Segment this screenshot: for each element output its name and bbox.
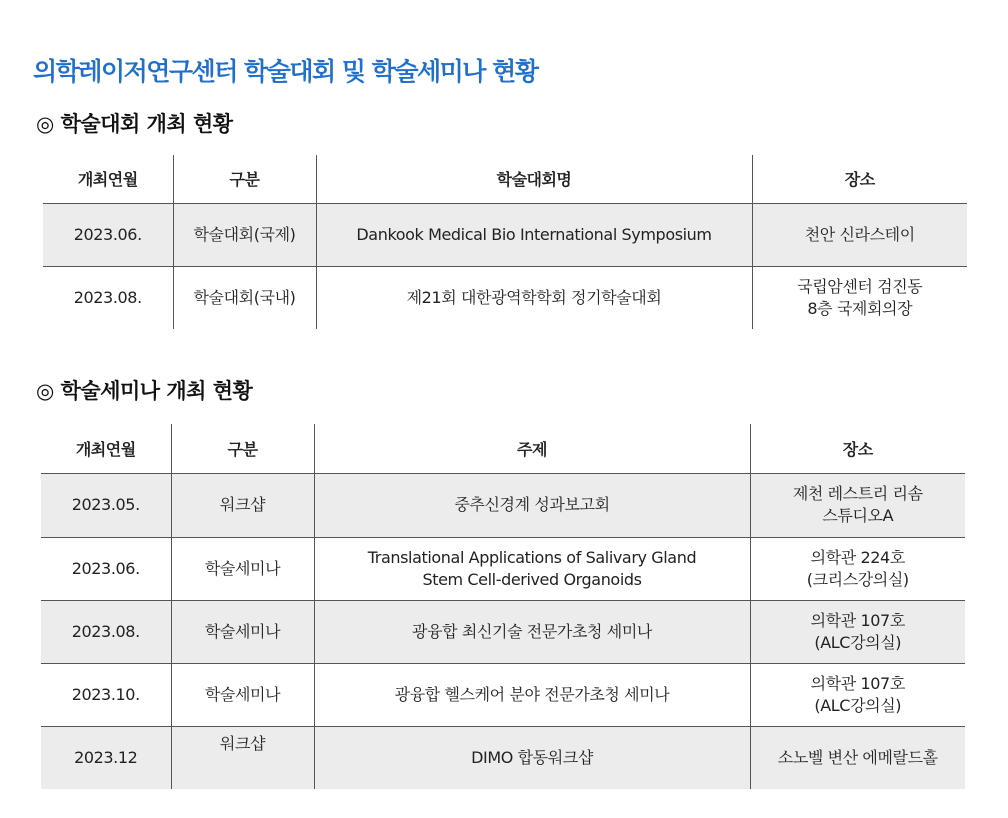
cell-date: 2023.06. bbox=[41, 537, 171, 600]
table-row bbox=[41, 663, 965, 726]
seminar-section-title: ◎ 학술세미나 개최 현황 bbox=[36, 379, 253, 403]
table-row bbox=[41, 473, 965, 537]
topic-line: Translational Applications of Salivary Gland bbox=[367, 547, 697, 567]
cell-date: 2023.06. bbox=[43, 203, 173, 266]
conference-table bbox=[43, 155, 967, 329]
venue-line: 의학관 107호 bbox=[810, 673, 905, 693]
cell-venue bbox=[750, 600, 965, 663]
conference-header-row bbox=[43, 155, 967, 203]
table-row bbox=[41, 537, 965, 600]
seminar-table bbox=[41, 424, 965, 789]
cell-category: 워크샵 bbox=[171, 726, 314, 789]
cell-category: 학술세미나 bbox=[171, 600, 314, 663]
venue-line: (ALC강의실) bbox=[814, 695, 902, 715]
venue-line: 제천 레스트리 리솜 bbox=[792, 484, 923, 503]
table-row bbox=[43, 203, 967, 266]
venue-line: 의학관 224호 bbox=[810, 547, 905, 567]
table-row bbox=[43, 266, 967, 329]
topic-line: 광융합 헬스케어 분야 전문가초청 세미나 bbox=[394, 684, 670, 704]
cell-name: Dankook Medical Bio International Symposium bbox=[316, 203, 752, 266]
conference-section-title: ◎ 학술대회 개최 현황 bbox=[36, 112, 233, 136]
cell-venue bbox=[750, 473, 965, 537]
topic-line: 중추신경계 성과보고회 bbox=[454, 495, 610, 514]
page-title: 의학레이저연구센터 학술대회 및 학술세미나 현황 bbox=[33, 57, 538, 86]
header-category: 구분 bbox=[171, 424, 314, 473]
venue-line: (크리스강의실) bbox=[806, 569, 909, 589]
cell-topic bbox=[314, 600, 750, 663]
header-date: 개최연월 bbox=[41, 424, 171, 473]
venue-line: 국립암센터 검진동 bbox=[797, 276, 923, 296]
cell-topic bbox=[314, 537, 750, 600]
header-name: 학술대회명 bbox=[316, 155, 752, 203]
venue-line: 천안 신라스테이 bbox=[804, 224, 915, 244]
cell-date: 2023.12 bbox=[41, 726, 171, 789]
venue-line: (ALC강의실) bbox=[814, 632, 902, 652]
cell-date: 2023.08. bbox=[41, 600, 171, 663]
cell-topic bbox=[314, 473, 750, 537]
venue-line: 스튜디오A bbox=[822, 506, 894, 525]
cell-venue bbox=[752, 266, 967, 329]
venue-line: 의학관 107호 bbox=[810, 610, 905, 630]
cell-date: 2023.05. bbox=[41, 473, 171, 537]
topic-line: Stem Cell-derived Organoids bbox=[422, 569, 642, 589]
topic-line: DIMO 합동워크샵 bbox=[471, 747, 593, 767]
header-category: 구분 bbox=[173, 155, 316, 203]
cell-category: 학술세미나 bbox=[171, 663, 314, 726]
cell-venue bbox=[750, 663, 965, 726]
cell-category: 학술대회(국내) bbox=[173, 266, 316, 329]
venue-line: 8층 국제회의장 bbox=[807, 298, 913, 318]
cell-topic bbox=[314, 726, 750, 789]
table-row bbox=[41, 726, 965, 789]
header-date: 개최연월 bbox=[43, 155, 173, 203]
cell-venue bbox=[750, 537, 965, 600]
cell-date: 2023.08. bbox=[73, 287, 142, 307]
cell-category: 학술세미나 bbox=[171, 537, 314, 600]
topic-line: 광융합 최신기술 전문가초청 세미나 bbox=[412, 621, 652, 641]
header-venue: 장소 bbox=[750, 424, 965, 473]
table-row bbox=[41, 600, 965, 663]
cell-date: 2023.10. bbox=[41, 663, 171, 726]
seminar-header-row bbox=[41, 424, 965, 473]
header-topic: 주제 bbox=[314, 424, 750, 473]
cell-category: 워크샵 bbox=[171, 473, 314, 537]
header-venue: 장소 bbox=[752, 155, 967, 203]
cell-venue bbox=[750, 726, 965, 789]
venue-line: 소노벨 변산 에메랄드홀 bbox=[777, 747, 938, 767]
cell-topic bbox=[314, 663, 750, 726]
cell-venue bbox=[752, 203, 967, 266]
cell-name: 제21회 대한광역학학회 정기학술대회 bbox=[316, 266, 752, 329]
cell-category: 학술대회(국제) bbox=[173, 203, 316, 266]
